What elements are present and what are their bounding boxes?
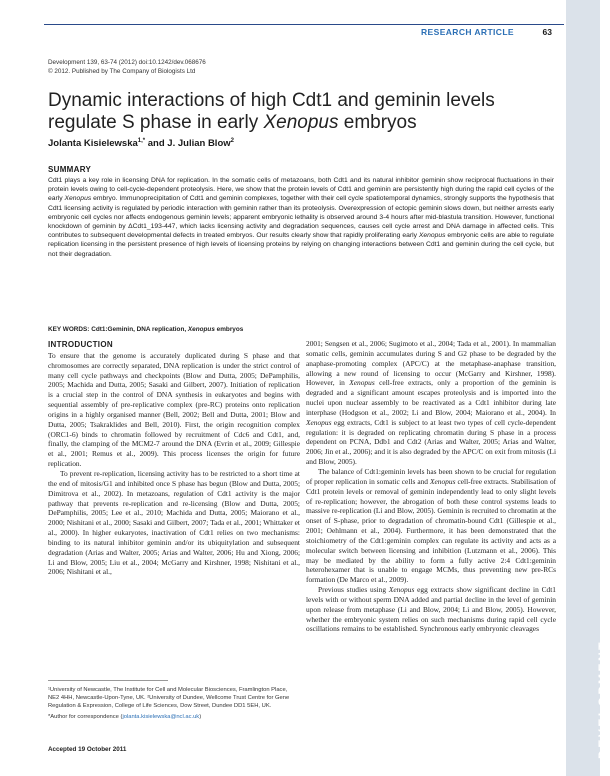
- italic-run: Xenopus: [388, 585, 415, 595]
- keywords-italic: Xenopus: [187, 326, 215, 333]
- email-link[interactable]: jolanta.kisielewska@ncl.ac.uk: [122, 714, 200, 720]
- summary-heading: SUMMARY: [48, 165, 92, 174]
- author-affiliation-mark: 1,*: [137, 138, 146, 144]
- summary-part: embryo. Immunoprecipitation of Cdt1 and geminin complexes, together with their cell cycle spatiotemporal dynamics, strongly supports the hypothesis that Cdt1 licensing activity is regulated by periodic interaction with geminin rather than its proteolysis. Overexpression of ectopic geminin slows down, but neither arrests early embryonic cell cycles nor affects endogenous geminin levels; apparent embryonic lethality is observed around 3-4 hours after mid-blastula transition. However, functional knockdown of geminin by ΔCdt1_193-447, which lacks licensing activity and degradation sequences, causes cell cycle arrest and DNA damage in affected cells. This contributes to subsequent developmental defects in treated embryos. Our results clearly show that rapidly proliferating early: [48, 195, 554, 240]
- text-run: cell-free extracts. Stabilisation of Cdt1 protein levels or removal of geminin independently lead to only slight levels of re-replication; however, the abrogation of both these control systems leads to massive re-replication (Li and Blow, 2005). Geminin is recruited to chromatin at the onset of S-phase, prior to degradation of chromatin-bound Cdt1 (Gillespie et al., 2001; Oehlmann et al., 2004). Furthermore, it has been demonstrated that the stoichiometry of the Cdt1:geminin complex can regulate its activity and acts as a molecular switch between licensing and inhibition (Lutzmann et al., 2006). This may be mediated by the ability to form a fully active 2:4 Cdt1:geminin heterohexamer that is unable to engage MCMs, thus preventing new pre-RCs formation (De Marco et al., 2009).: [306, 476, 556, 585]
- author-affiliation-mark: 2: [230, 138, 234, 144]
- italic-run: Xenopus: [430, 476, 456, 486]
- keywords-text: Cdt1:Geminin, DNA replication,: [91, 326, 188, 333]
- title-italic: Xenopus: [263, 112, 339, 133]
- text-run: 2001; Sengsen et al., 2006; Sugimoto et al., 2004; Tada et al., 2001). In mammalian somatic cells, geminin accumulates during S and G2 phase to be degraded by the anaphase-promoting complex (APC/C) at the metaphase-anaphase transition, allowing a new round of licensing to occur (McGarry and Kirshner, 1998). However, in: [306, 339, 556, 388]
- correspondence-text: ): [199, 714, 202, 720]
- correspondence: [48, 713, 300, 721]
- keywords-tail: embryos: [214, 326, 244, 333]
- paragraph: To prevent re-replication, licensing activity has to be restricted to a short time at the end of mitosis/G1 and inhibited once S phase has begun (Blow and Dutta, 2005; Dimitrova et al., 2002). In metazoans, regulation of Cdt1 activity is the major pathway that prevents re-replication and re-licensing (Blow and Dutta, 2005; DePamphilis, 2005; Lee et al., 2010; Machida and Dutta, 2005; Maiorano et al., 2000; Nishitani et al., 2000; Sasaki and Gilbert, 2007; Tada et al., 2001; Whittaker et al., 2000). In higher eukaryotes, inactivation of Cdt1 relies on two mechanisms: binding to its natural inhibitor geminin and/or its ubiquitylation and subsequent degradation (Arias and Walter, 2005; Arias and Walter, 2006; Hu and Xiong, 2006; Li and Blow, 2005; Liu et al., 2004; McGarry and Kirshner, 1998; Nishitani et al., 2006; Nishitani et al.,: [48, 468, 300, 577]
- title-text-end: embryos: [338, 112, 417, 133]
- paragraph: [306, 467, 556, 585]
- accepted-date: Accepted 19 October 2011: [48, 746, 127, 753]
- citation-block: [48, 58, 348, 76]
- text-run: The balance of Cdt1:geminin levels has been shown to be crucial for regulation of proper replication in somatic cells and: [306, 466, 556, 486]
- paragraph: [306, 585, 556, 634]
- text-run: egg extracts show significant decline in Cdt1 levels with or without sperm DNA added and partial decline in the level of geminin upon release from metaphase (Li and Blow, 2004; Li and Blow, 2005). However, whether the embryonic system relies on such mechanisms during rapid cell cycle oscillations remains to be established. Synchronous early embryonic cleavages: [306, 585, 556, 634]
- keywords-label: KEY WORDS:: [48, 326, 92, 333]
- side-strip: [566, 0, 610, 776]
- correspondence-text: *Author for correspondence (: [48, 714, 123, 720]
- text-run: egg extracts, Cdt1 is subject to at least two types of cell cycle-dependent regulation: it is degraded on replicating chromatin during S phase in a process dependent on PCNA, Ddb1 and Cdt2 (Arias and Walter, 2005; Arias and Walter, 2006; Jin et al., 2006); and it is also degraded by the APC/C on exit from mitosis (Li and Blow, 2005).: [306, 417, 556, 467]
- summary-text: [48, 176, 554, 259]
- title-text: Dynamic interactions of high Cdt1 and geminin levels regulate S phase in early: [48, 90, 495, 133]
- paragraph: [306, 339, 556, 467]
- introduction-heading: INTRODUCTION: [48, 340, 113, 349]
- italic-run: Xenopus: [306, 417, 332, 427]
- journal-name-vertical: DEVELOPMENT: [596, 640, 610, 759]
- article-title: [48, 90, 528, 134]
- keywords: [48, 326, 554, 333]
- italic-run: Xenopus: [349, 378, 375, 388]
- page-number: 63: [542, 27, 552, 37]
- footnotes: [48, 686, 300, 724]
- text-run: cell-free extracts, only a proportion of the geminin is degraded and a significant amount escapes proteolysis and is imported into the nuclei upon nuclear assembly to be reactivated as a Cdt1 inhibitor during late interphase (Hodgson et al., 2002; Li and Blow, 2004; Maiorano et al., 2004). In: [306, 378, 556, 417]
- author-list: [48, 138, 528, 149]
- copyright-line: © 2012. Published by The Company of Biologists Ltd: [48, 68, 196, 75]
- paragraph: To ensure that the genome is accurately duplicated during S phase and that chromosomes are correctly separated, DNA replication is under the strict control of many cell cycle pathways and checkpoints (Blow and Dutta, 2005; DePamphilis, 2005; Machida and Dutta, 2005; Sasaki and Gilbert, 2007). Initiation of replication is a crucial step in the control of DNA synthesis in eukaryotes and begins with sequential assembly of pre-replicative complex (pre-RC) proteins onto replication origins in a highly organised manner (Bell, 2002; Bell and Dutta, 2001; Blow and Dutta, 2005; Tsakraklides and Bell, 2010). First, the origin recognition complex (ORC1-6) binds to chromatin followed by recruitment of Cdc6 and Cdt1, and, finally, the clamping of the MCM2-7 around the DNA (Evrin et al., 2009; Gillespie et al., 2001; Remus et al., 2009). This process licenses the origin for future replication.: [48, 350, 300, 469]
- summary-part: embryonic cells are able to regulate replication licensing in the persistent presence of high levels of licensing proteins by relying on changing interactions between Cdt1 and geminin during the cell cycle, but not their degradation.: [48, 232, 554, 258]
- text-run: Previous studies using: [318, 585, 389, 595]
- header-rule: [44, 24, 564, 25]
- right-column: [306, 339, 556, 634]
- section-label: RESEARCH ARTICLE: [421, 27, 514, 37]
- left-column: [48, 340, 300, 577]
- affiliations: ¹University of Newcastle, The Institute for Cell and Molecular Biosciences, Framlington Place, NE2 4HH, Newcastle-Upon-Tyne, UK. ²University of Dundee, Wellcome Trust Centre for Gene Regulation & Expression, College of Life Sciences, Dow Street, Dundee DD1 5EH, UK.: [48, 687, 290, 709]
- summary-part: Cdt1 plays a key role in licensing DNA for replication. In the somatic cells of metazoans, both Cdt1 and its natural inhibitor geminin show reciprocal fluctuations in their protein levels owing to cell-cycle-dependent proteolysis. Here, we show that the protein levels of Cdt1 and geminin are persistently high during the rapid cell cycles of the early: [48, 177, 554, 203]
- summary-italic: Xenopus: [64, 195, 92, 203]
- author-name: and J. Julian Blow: [145, 138, 231, 150]
- citation-line: Development 139, 63-74 (2012) doi:10.1242/dev.068676: [48, 59, 206, 66]
- footnote-rule: [48, 680, 168, 681]
- summary-italic: Xenopus: [418, 232, 446, 240]
- author-name: Jolanta Kisielewska: [48, 138, 138, 150]
